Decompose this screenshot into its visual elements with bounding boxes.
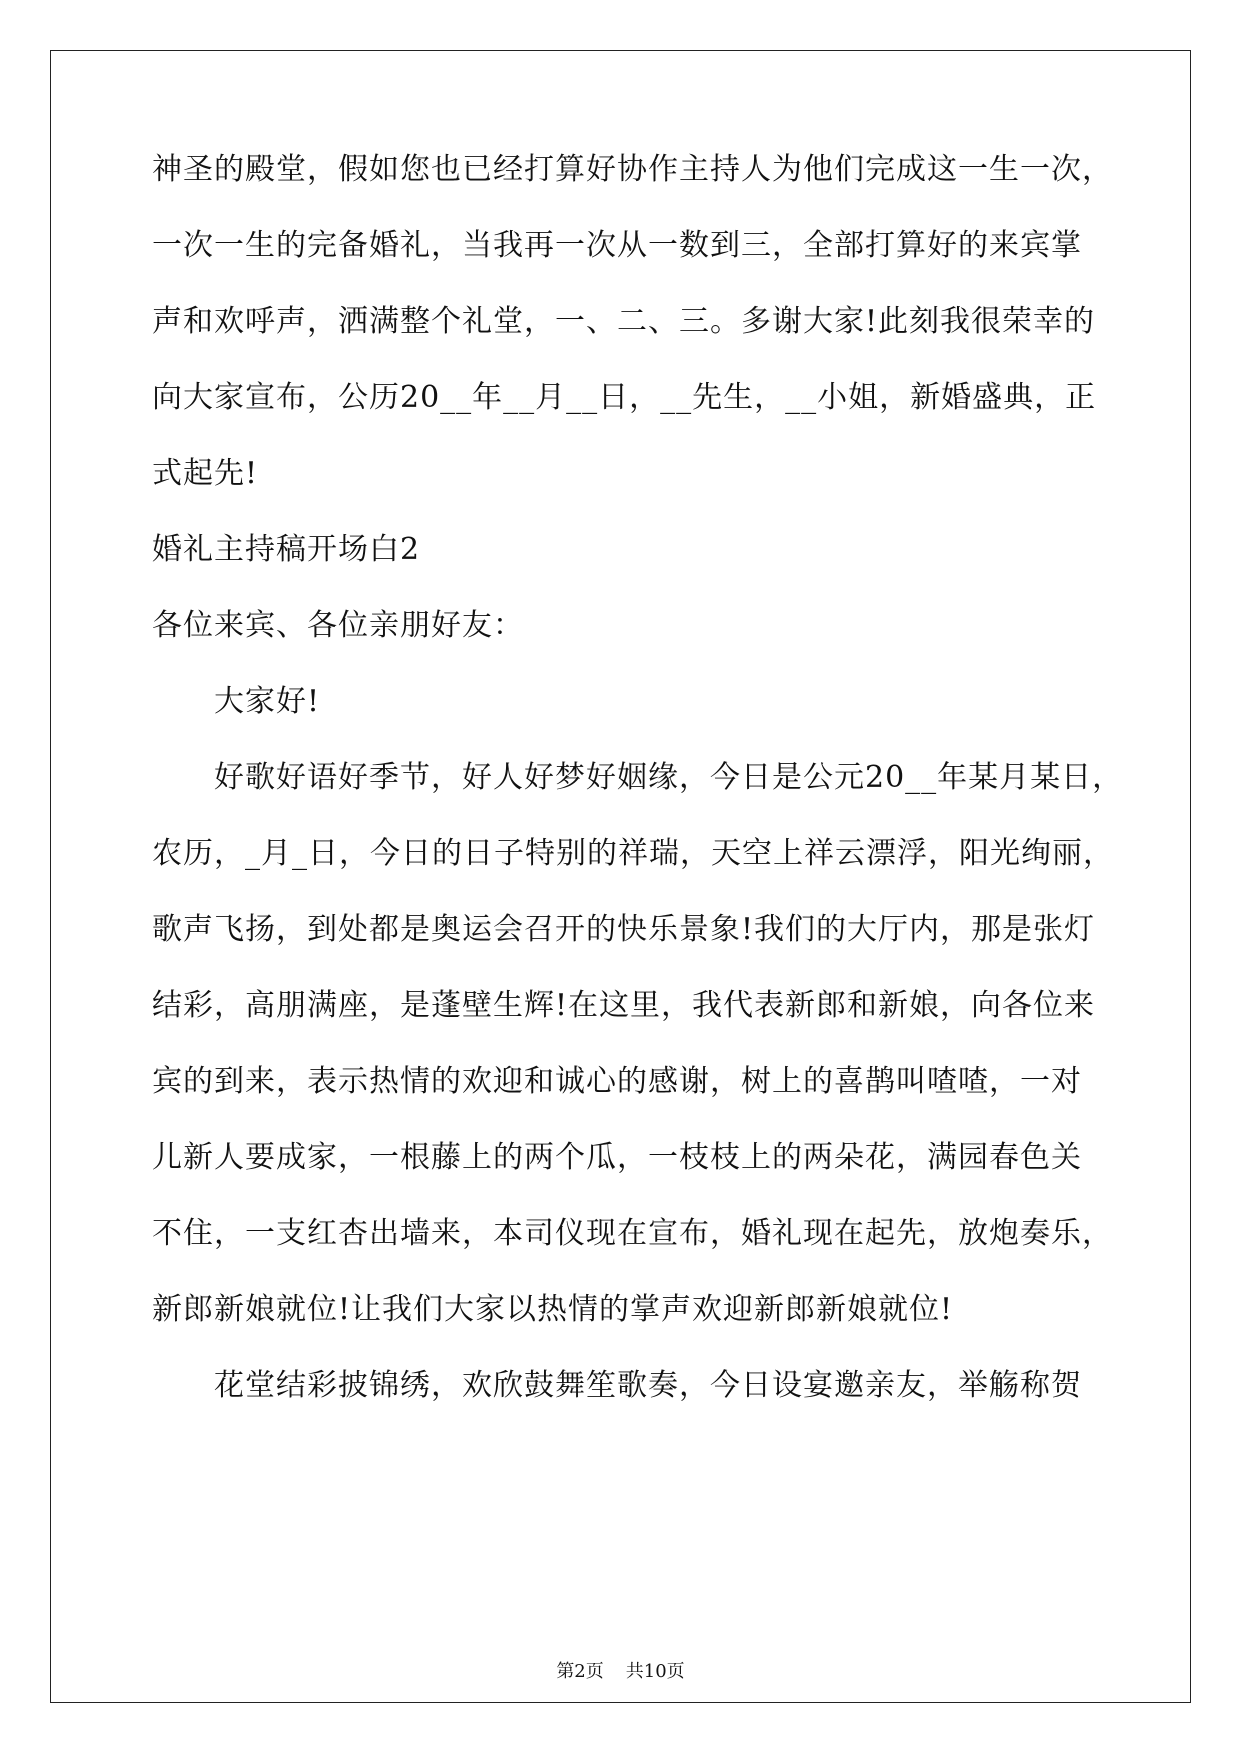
page-number: 第2页 bbox=[556, 1661, 604, 1682]
section-heading: 婚礼主持稿开场白2 bbox=[152, 532, 421, 567]
salutation: 各位来宾、各位亲朋好友： bbox=[152, 608, 524, 643]
greeting: 大家好! bbox=[214, 684, 321, 719]
page-total: 共10页 bbox=[625, 1661, 685, 1682]
text-line: 不住，一支红杏出墙来，本司仪现在宣布，婚礼现在起先，放炮奏乐， bbox=[152, 1216, 1113, 1251]
text-line: 式起先! bbox=[152, 456, 259, 491]
text-line: 歌声飞扬，到处都是奥运会召开的快乐景象!我们的大厅内，那是张灯 bbox=[152, 912, 1096, 947]
page-footer bbox=[0, 1660, 1241, 1684]
text-line: 神圣的殿堂，假如您也已经打算好协作主持人为他们完成这一生一次， bbox=[152, 152, 1113, 187]
text-line: 农历，_月_日，今日的日子特别的祥瑞，天空上祥云漂浮，阳光绚丽， bbox=[152, 836, 1114, 871]
text-line: 好歌好语好季节，好人好梦好姻缘，今日是公元20__年某月某日， bbox=[214, 760, 1124, 795]
text-line: 花堂结彩披锦绣，欢欣鼓舞笙歌奏，今日设宴邀亲友，举觞称贺 bbox=[214, 1368, 1082, 1403]
text-line: 一次一生的完备婚礼，当我再一次从一数到三，全部打算好的来宾掌 bbox=[152, 228, 1082, 263]
text-line: 向大家宣布，公历20__年__月__日，__先生，__小姐，新婚盛典，正 bbox=[152, 380, 1097, 415]
text-line: 结彩，高朋满座，是蓬壁生辉!在这里，我代表新郎和新娘，向各位来 bbox=[152, 988, 1096, 1023]
text-line: 儿新人要成家，一根藤上的两个瓜，一枝枝上的两朵花，满园春色关 bbox=[152, 1140, 1082, 1175]
text-line: 新郎新娘就位!让我们大家以热情的掌声欢迎新郎新娘就位! bbox=[152, 1292, 954, 1327]
text-line: 声和欢呼声，洒满整个礼堂，一、二、三。多谢大家!此刻我很荣幸的 bbox=[152, 304, 1096, 339]
page-border bbox=[50, 50, 1191, 1703]
text-line: 宾的到来，表示热情的欢迎和诚心的感谢，树上的喜鹊叫喳喳，一对 bbox=[152, 1064, 1082, 1099]
